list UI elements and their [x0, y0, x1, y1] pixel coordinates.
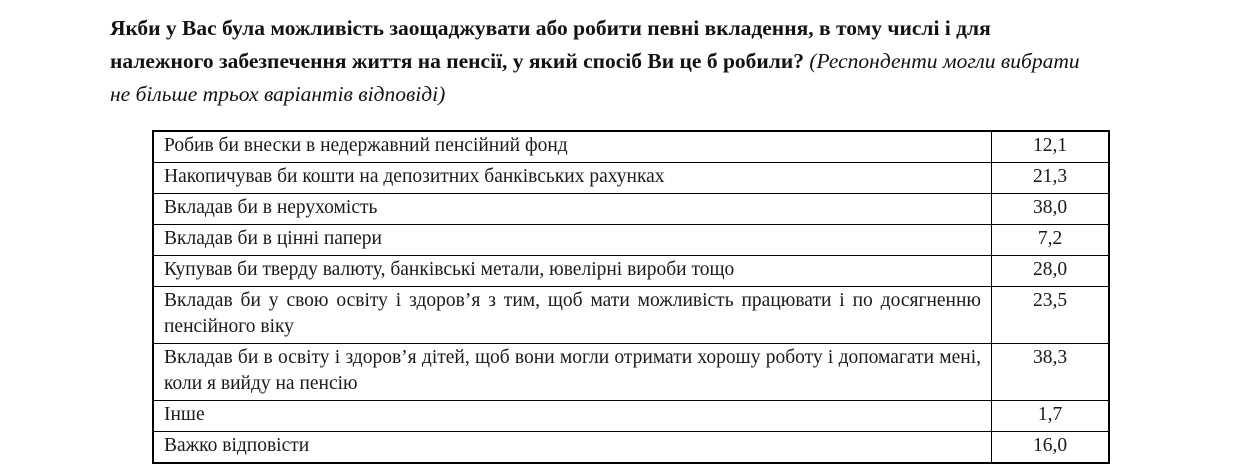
percent-cell: 21,3 [992, 163, 1110, 194]
survey-results-table [152, 130, 1110, 464]
answer-label-cell: Важко відповісти [153, 432, 992, 464]
table-row [153, 432, 1109, 464]
results-table-container [152, 130, 1110, 464]
table-row [153, 401, 1109, 432]
percent-cell: 7,2 [992, 225, 1110, 256]
survey-question [110, 12, 1095, 111]
survey-question-italic-note: (Респонденти могли вибрати не більше трьох варіантів відповіді) [110, 49, 1080, 106]
table-row [153, 344, 1109, 401]
percent-cell: 38,0 [992, 194, 1110, 225]
answer-label-cell: Накопичував би кошти на депозитних банківських рахунках [153, 163, 992, 194]
table-row [153, 194, 1109, 225]
percent-cell: 12,1 [992, 131, 1110, 163]
answer-label-cell: Вкладав би у свою освіту і здоров’я з тим, щоб мати можливість працювати і по досягненню пенсійного віку [153, 287, 992, 344]
table-row [153, 225, 1109, 256]
answer-label-cell: Вкладав би в нерухомість [153, 194, 992, 225]
table-row [153, 287, 1109, 344]
percent-cell: 28,0 [992, 256, 1110, 287]
table-row [153, 163, 1109, 194]
survey-question-bold-text: Якби у Вас була можливість заощаджувати або робити певні вкладення, в тому числі і для належного забезпечення життя на пенсії, у який спосіб Ви це б робили? [110, 16, 991, 73]
answer-label-cell: Робив би внески в недержавний пенсійний фонд [153, 131, 992, 163]
answer-label-cell: Вкладав би в цінні папери [153, 225, 992, 256]
table-row [153, 131, 1109, 163]
answer-label-cell: Купував би тверду валюту, банківські метали, ювелірні вироби тощо [153, 256, 992, 287]
answer-label-cell: Інше [153, 401, 992, 432]
percent-cell: 1,7 [992, 401, 1110, 432]
percent-cell: 16,0 [992, 432, 1110, 464]
answer-label-cell: Вкладав би в освіту і здоров’я дітей, щоб вони могли отримати хорошу роботу і допомагати мені, коли я вийду на пенсію [153, 344, 992, 401]
percent-cell: 38,3 [992, 344, 1110, 401]
percent-cell: 23,5 [992, 287, 1110, 344]
table-row [153, 256, 1109, 287]
